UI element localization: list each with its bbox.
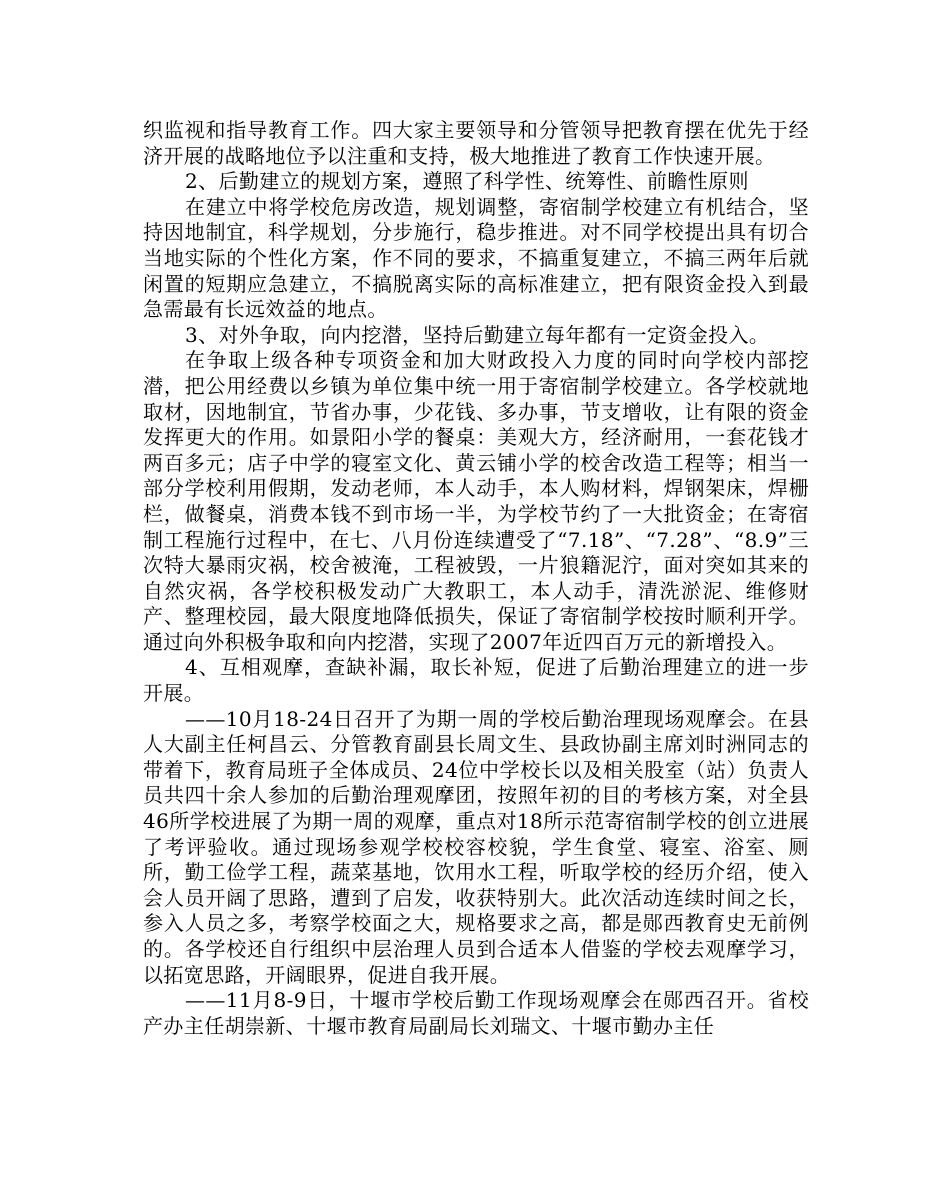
paragraph-funding-details: 在争取上级各种专项资金和加大财政投入力度的同时向学校内部挖潜，把公用经费以乡镇为单位集中统一用于寄宿制学校建立。各学校就地取材，因地制宜，节省办事，少花钱、多办事，节支增收，让有限的资金发挥更大的作用。如景阳小学的餐桌：美观大方，经济耐用，一套花钱才两百多元；店子中学的寝室文化、黄云铺小学的校舍改造工程等；相当一部分学校利用假期，发动老师，本人动手，本人购材料，焊钢架床，焊栅栏，做餐桌，消费本钱不到市场一半，为学校节约了一大批资金；在寄宿制工程施行过程中，在七、八月份连续遭受了“7.18”、“7.28”、“8.9”三次特大暴雨灾祸，校舍被淹，工程被毁，一片狼籍泥泞，面对突如其来的自然灾祸，各学校积极发动广大教职工，本人动手，清洗淤泥、维修财产、整理校园，最大限度地降低损失，保证了寄宿制学校按时顺利开学。通过向外积极争取和向内挖潜，实现了2007年近四百万元的新增投入。	[143, 348, 809, 654]
paragraph-october-observation: ——10月18-24日召开了为期一周的学校后勤治理现场观摩会。在县人大副主任柯昌云、分管教育副县长周文生、县政协副主席刘时洲同志的带着下，教育局班子全体成员、24位中学校长以及相关股室（站）负责人员共四十余人参加的后勤治理观摩团，按照年初的目的考核方案，对全县46所学校进展了为期一周的观摩，重点对18所示范寄宿制学校的创立进展了考评验收。通过现场参观学校校容校貌，学生食堂、寝室、浴室、厕所，勤工俭学工程，蔬菜基地，饮用水工程，听取学校的经历介绍，使入会人员开阔了思路，遭到了启发，收获特别大。此次活动连续时间之长，参入人员之多，考察学校面之大，规格要求之高，都是郧西教育史无前例的。各学校还自行组织中层治理人员到合适本人借鉴的学校去观摩学习，以拓宽思路，开阔眼界，促进自我开展。	[143, 706, 809, 987]
document-body	[143, 118, 809, 1039]
heading-mutual-observation: 4、互相观摩，查缺补漏，取长补短，促进了后勤治理建立的进一步开展。	[143, 655, 809, 706]
paragraph-planning-details: 在建立中将学校危房改造，规划调整，寄宿制学校建立有机结合，坚持因地制宜，科学规划，分步施行，稳步推进。对不同学校提出具有切合当地实际的个性化方案，作不同的要求，不搞重复建立，不搞三两年后就闲置的短期应急建立，不搞脱离实际的高标准建立，把有限资金投入到最急需最有长远效益的地点。	[143, 194, 809, 322]
paragraph-leadership-support: 织监视和指导教育工作。四大家主要领导和分管领导把教育摆在优先于经济开展的战略地位予以注重和支持，极大地推进了教育工作快速开展。	[143, 118, 809, 168]
paragraph-november-observation: ——11月8-9日，十堰市学校后勤工作现场观摩会在郧西召开。省校产办主任胡崇新、十堰市教育局副局长刘瑞文、十堰市勤办主任	[143, 988, 809, 1038]
heading-funding: 3、对外争取，向内挖潜，坚持后勤建立每年都有一定资金投入。	[185, 322, 770, 347]
heading-planning-principles: 2、后勤建立的规划方案，遵照了科学性、统筹性、前瞻性原则	[185, 169, 749, 194]
